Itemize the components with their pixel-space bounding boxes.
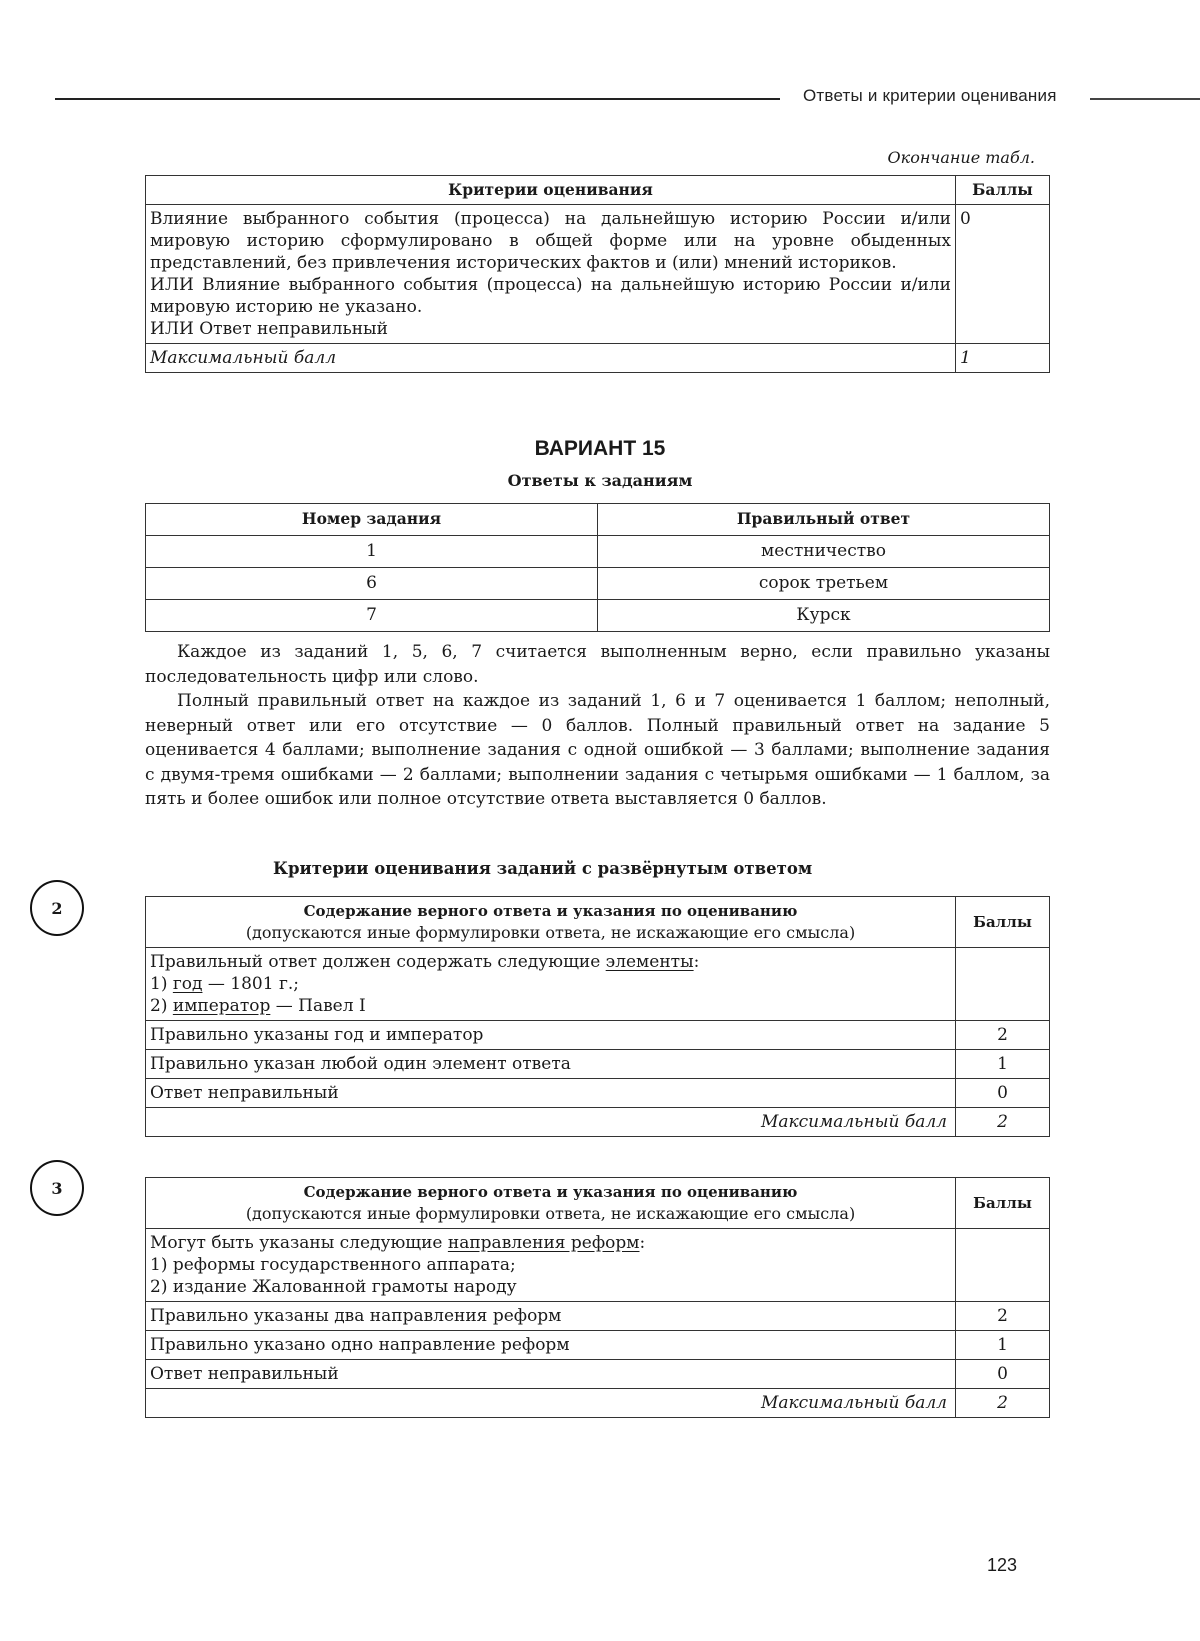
content-item [150,1254,951,1276]
answers-title: Ответы к заданиям [507,471,693,490]
criterion-score: 2 [956,1302,1050,1331]
content-item [150,995,951,1017]
criterion-score: 2 [956,1021,1050,1050]
criterion-score: 0 [956,1079,1050,1108]
header-correct-answer: Правильный ответ [598,504,1050,536]
task-number-badge: 3 [30,1160,84,1216]
table-row [146,1050,1050,1079]
table-continued-label: Окончание табл. [887,148,1035,167]
content-item [150,973,951,995]
table-row [146,205,1050,344]
item-prefix: 1) [150,1255,173,1275]
item-underlined: год [172,974,203,994]
intro-underlined: направления реформ [447,1233,640,1253]
table-row [146,1331,1050,1360]
table-header-row [146,176,1050,205]
header-score: Баллы [956,1178,1050,1229]
item-underlined: император [172,996,271,1016]
correct-answer: сорок третьем [598,568,1050,600]
header-score: Баллы [956,897,1050,948]
running-head-title: Ответы и критерии оценивания [803,86,1057,105]
table-row [146,1302,1050,1331]
criterion-text: Правильно указано одно направление реформ [146,1331,956,1360]
answer-content [146,948,956,1021]
criteria-line: Влияние выбранного события (процесса) на дальнейшую историю России и/или мировую историю сформулировано в общей форме или на уровне обыденных представлений, без привлечения исторических фактов и (или) мнений историков. [150,209,951,273]
intro-underlined: элементы [605,952,694,972]
scoring-paragraph: Каждое из заданий 1, 5, 6, 7 считается выполненным верно, если правильно указаны последовательность цифр или слово. [145,642,1050,687]
header-score: Баллы [956,176,1050,205]
item-text: издание Жалованной грамоты народу [172,1277,517,1297]
header-rule-right [1090,98,1200,100]
intro-colon: : [693,952,700,972]
intro-text: Могут быть указаны следующие [150,1233,448,1253]
max-score-row [146,1389,1050,1418]
item-text: реформы государственного аппарата; [172,1255,516,1275]
table-row [146,600,1050,632]
table-header-row [146,504,1050,536]
header-task-number: Номер задания [146,504,598,536]
intro-text: Правильный ответ должен содержать следующие [150,952,606,972]
item-prefix: 2) [150,996,173,1016]
content-item [150,1276,951,1298]
table-row [146,1021,1050,1050]
item-prefix: 2) [150,1277,173,1297]
max-score-value: 2 [956,1108,1050,1137]
header-rule-left [55,98,780,100]
criterion-text: Правильно указаны год и император [146,1021,956,1050]
criteria-cell [146,205,956,344]
score-cell-empty [956,1229,1050,1302]
table-row [146,1360,1050,1389]
item-text: — Павел I [270,996,366,1016]
header-criteria: Критерии оценивания [146,176,956,205]
criterion-text: Ответ неправильный [146,1079,956,1108]
score-cell: 0 [956,205,1050,344]
task-number: 6 [146,568,598,600]
table-header-row [146,897,1050,948]
criteria-section-title: Критерии оценивания заданий с развёрнутым ответом [273,859,813,878]
table-row [146,536,1050,568]
answer-content [146,1229,956,1302]
header-sub: (допускаются иные формулировки ответа, не искажающие его смысла) [245,1204,856,1223]
header-main: Содержание верного ответа и указания по оцениванию [303,902,798,920]
correct-answer: Курск [598,600,1050,632]
task-number: 1 [146,536,598,568]
running-head [0,86,1200,110]
criterion-text: Правильно указаны два направления реформ [146,1302,956,1331]
criteria-line: ИЛИ Влияние выбранного события (процесса) на дальнейшую историю России и/или мировую историю не указано. [150,275,951,317]
correct-answer: местничество [598,536,1050,568]
max-score-label: Максимальный балл [146,1108,956,1137]
criterion-score: 0 [956,1360,1050,1389]
header-main: Содержание верного ответа и указания по оцениванию [303,1183,798,1201]
task-number-badge: 2 [30,880,84,936]
header-content [146,897,956,948]
task-2-criteria-table [145,896,1050,1137]
answer-content-row [146,948,1050,1021]
page-number: 123 [987,1555,1018,1575]
max-score-label: Максимальный балл [146,344,956,373]
criterion-text: Правильно указан любой один элемент ответа [146,1050,956,1079]
header-content [146,1178,956,1229]
variant-title: ВАРИАНТ 15 [534,437,666,460]
criterion-text: Ответ неправильный [146,1360,956,1389]
content-intro [150,951,951,973]
table-row [146,568,1050,600]
answer-content-row [146,1229,1050,1302]
table-row [146,1079,1050,1108]
table-header-row [146,1178,1050,1229]
header-sub: (допускаются иные формулировки ответа, не искажающие его смысла) [245,923,856,942]
max-score-row [146,1108,1050,1137]
content-intro [150,1232,951,1254]
scoring-paragraph: Полный правильный ответ на каждое из заданий 1, 6 и 7 оценивается 1 баллом; неполный, неверный ответ или его отсутствие — 0 баллов. Полный правильный ответ на задание 5 оценивается 4 баллами; выполнение задания с одной ошибкой — 3 баллами; выполнение задания с двумя-тремя ошибками — 2 баллами; выполнении задания с четырьмя ошибками — 1 баллом, за пять и более ошибок или полное отсутствие ответа выставляется 0 баллов. [145,691,1050,809]
criteria-table-end [145,175,1050,373]
item-text: — 1801 г.; [202,974,299,994]
max-score-row [146,344,1050,373]
answers-table [145,503,1050,632]
intro-colon: : [639,1233,646,1253]
task-number: 7 [146,600,598,632]
max-score-value: 1 [956,344,1050,373]
max-score-value: 2 [956,1389,1050,1418]
criterion-score: 1 [956,1331,1050,1360]
criterion-score: 1 [956,1050,1050,1079]
task-3-criteria-table [145,1177,1050,1418]
max-score-label: Максимальный балл [146,1389,956,1418]
criteria-line: ИЛИ Ответ неправильный [150,319,388,339]
item-prefix: 1) [150,974,173,994]
score-cell-empty [956,948,1050,1021]
